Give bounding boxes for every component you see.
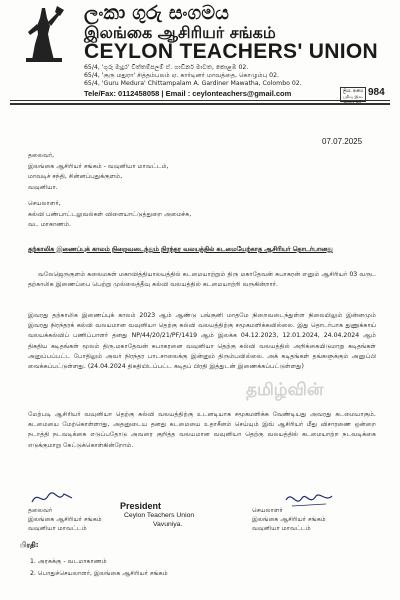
recipient-line: கல்வி பண்பாட்டலுவல்கள் விளையாட்டுத்துறை அமைச்சு, [28,210,192,218]
recipient-block-2 [28,199,191,231]
recipient-line: மாவடிச் சந்தி, சின்னப்புதுக்குளம், [28,173,123,180]
header-divider-thick [10,103,390,105]
recipient-line: இலங்கை ஆசிரியர் சங்கம் - வவுனியா மாவட்டம், [28,162,169,170]
union-emblem-icon [20,4,68,64]
union-name-tamil: இலங்கை ஆசிரியர் சங்கம் [84,23,276,42]
signatory-left [28,506,102,533]
signatory-line: தலைவர் [28,507,53,514]
union-name-english: CEYLON TEACHERS' UNION [84,40,378,63]
signature-left [30,488,74,508]
signatory-line: இலங்கை ஆசிரியர் சங்கம் [252,516,326,523]
body-paragraph-2: இவரது தற்காலிக இணைப்புக் காலம் 2023 ஆம் ஆண்டு பங்குனி மாதமே நிறைவடைந்துள்ள நிலையிலும் இன்னமும் இவரது நிரந்தரக் கல்வி வலயமான வவுனியா தெற்கு கல்வி வலயத்திற்கு சமூகமளிக்கவில்லை. இது தொடர்பாக துணுக்காய் வலயக்கல்விப் பணிப்பாளர் தனது NP/44/20/21/PF/1419 ஆம் இலக்க 04.12.2023, 12.01.2024, 24.04.2024 ஆம் திகதிய கடிதங்கள் மூலம் திரு.மகாதேவன் சுபாகரனை வவுனியா தெற்கு கல்வி வலயத்தில் அறிக்கையிடுமாறு கடிதங்கள் அனுப்பப்பட்ட போதிலும் அவர் நிரந்தர பாடசாலைக்கு இன்னும் திரும்பவில்லை. அக் கடிதங்கள் தங்களுக்கும் அனுப்பி வைக்கப்பட்டுள்ளது. (24.04.2024 திகதியிடப்பட்ட கடிதப் பிரதி இத்துடன் இணைக்கப்பட்டுள்ளது) [28,312,376,371]
recipient-line: செயலாளர், [28,200,61,207]
stamp-organisation: Ceylon Teachers Union [124,512,195,519]
signatory-line: செயலாளர் [252,507,283,514]
watermark: தமிழ்வின் [246,380,324,400]
union-name-sinhala: ලංකා ගුරු සංගමය [84,2,230,24]
copy-to-item: 1. அரசுக்கு - வடமாகாணம் [30,558,107,565]
registration-number: 984 [368,87,385,98]
registration-label: ලියා. අංකය பதிவு இல. Regd No. [342,88,364,105]
body-paragraph-3-text: மேற்படி ஆசிரியர் வவுனியா தெற்கு கல்வி வலயத்திற்கு உடனடியாக சமூகமளிக்க வேண்டியது அவரது கடமையாகும். கடமையை மேற்கொள்ளாது, அதனுடைய தனது கடமையை உதாசீனம் செய்யும் இவ் ஆசிரியர் மீது விசாரணை ஒன்றை நடாத்தி நடவடிக்கை எடுப்பதோடு அவரை குறித்த வலயமான வவுனியா தெற்கு வலயத்தில் கடமையாற்ற நடவடிக்கை எடுக்குமாறு கேட்டுக்கொள்கின்றோம். [28,411,376,449]
body-paragraph-3 [28,410,376,451]
signatory-line: வவுனியா மாவட்டம் [252,525,311,532]
recipient-line: தலைவர், [28,152,55,159]
letter-date: 07.07.2025 [322,137,363,146]
address-english: 65/4, 'Guru Medura' Chittampalam A. Gardiner Mawatha, Colombo 02. [84,80,302,87]
copy-to-item: 2. பொதுச்செயலாளர், இலங்கை ஆசிரியர் சங்கம் [30,570,168,577]
header-divider-thin [10,100,390,101]
tele-fax-email: Tele/Fax: 0112458058 | Email : ceylonteachers@gmail.com [84,89,292,98]
signatory-line: வவுனியா மாவட்டம் [28,525,87,532]
recipient-block-1 [28,151,169,193]
copy-to-label: பிரதி: [20,541,39,549]
signatory-line: இலங்கை ஆசிரியர் சங்கம் [28,516,102,523]
signatory-right [252,506,326,533]
address-sinhala: 65/4, 'ගුරු මැදුර' චිත්තම්පලම් ඒ. ගාඩිනර් මාවත, කොළඹ 02. [84,64,249,71]
address-tamil: 65/4, 'குரு மதுரா' சித்தம்பலம் ஏ. கார்டினர் மாவத்தை, கொழும்பு 02. [84,72,279,79]
stamp-place: Vavuniya. [153,521,183,528]
recipient-line: வவுனியா. [28,183,58,191]
copy-to-list [30,556,168,580]
body-paragraph-1: வலேஜெருகுளம் கலைமகள் மகாவித்தியாலயத்தில் கடமையாற்றும் திரு மகாதேவன் சுபாகரன் எனும் ஆசிரியர் 03 வருட தற்காலிக இணைப்பை பெற்று முல்லைத்தீவு கல்வி வலயத்தில் கடமையாற்றி வருகின்றார். [28,271,376,289]
letter-subject: தற்காலிக இணைப்புக் காலம் நிறைவடைந்தும் நிரந்தர வலயத்தில் கடமையேற்காத ஆசிரியர் தொடர்பானது [28,246,333,253]
recipient-line: வட மாகாணம். [28,221,72,228]
stamp-president: President [120,501,162,511]
